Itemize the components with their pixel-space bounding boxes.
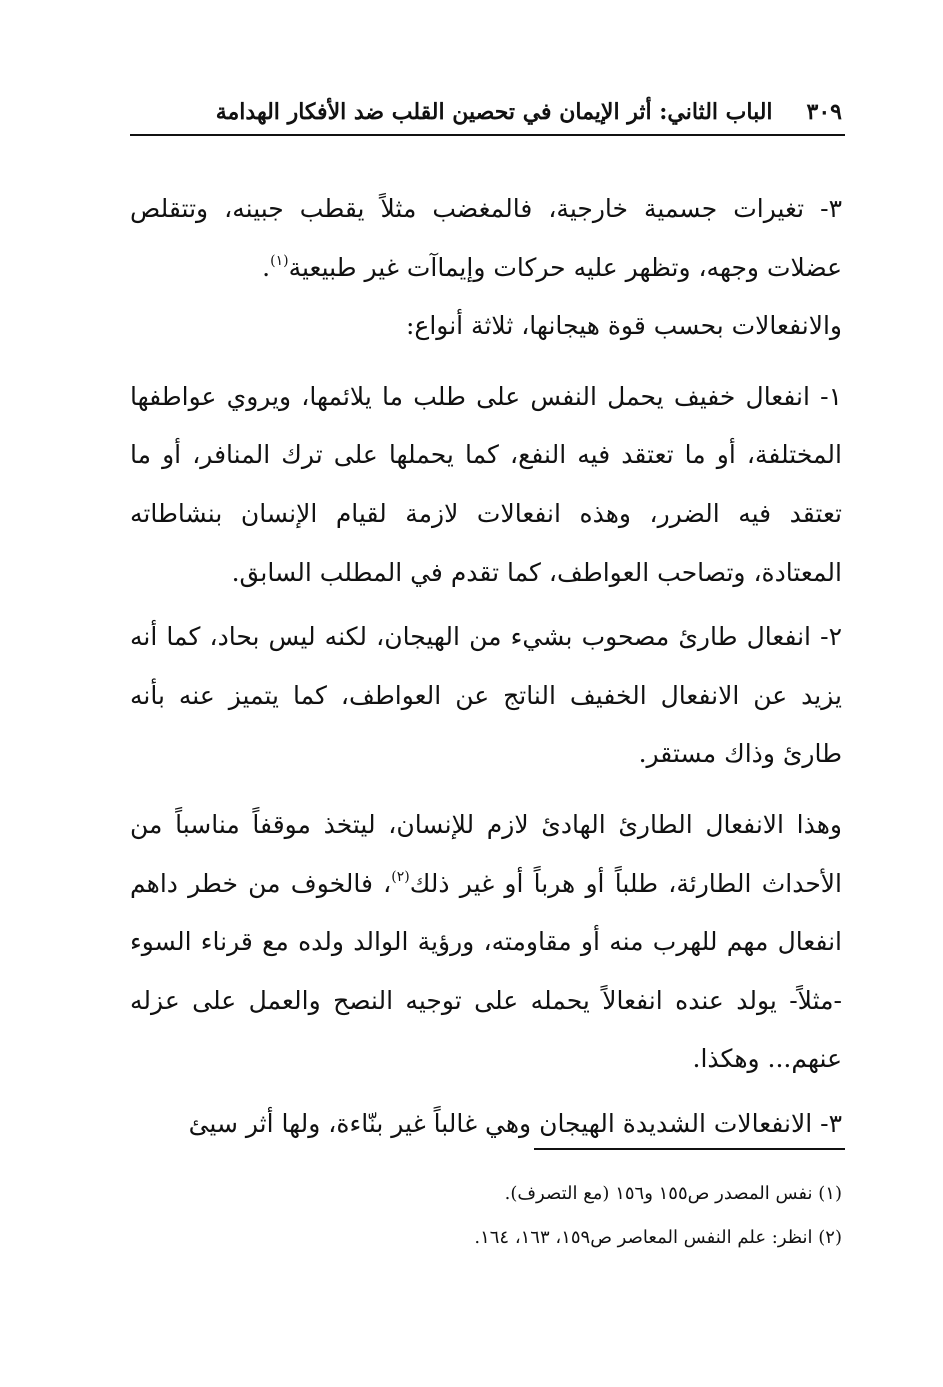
- footnote: (٢) انظر: علم النفس المعاصر ص١٥٩، ١٦٣، ١٦٤.: [474, 1227, 842, 1248]
- page-number: ٣٠٩: [806, 99, 842, 125]
- running-title: الباب الثاني: أثر الإيمان في تحصين القلب ضد الأفكار الهدامة: [215, 99, 773, 125]
- footnote-ref: (٢): [391, 868, 410, 885]
- paragraph-text: .: [262, 252, 271, 282]
- paragraph-text: ٣- تغيرات جسمية خارجية، فالمغضب مثلاً يقطب جبينه، وتتقلص عضلات وجهه، وتظهر عليه حركات وإيماآت غير طبيعية: [130, 194, 842, 282]
- paragraph: ٢- انفعال طارئ مصحوب بشيء من الهيجان، لكنه ليس بحاد، كما أنه يزيد عن الانفعال الخفيف الناتج عن العواطف، كما يتميز عنه بأنه طارئ وذاك مستقر.: [130, 622, 842, 769]
- paragraph: ٣- الانفعالات الشديدة الهيجان وهي غالباً غير بنّاءة، ولها أثر سيئ: [188, 1108, 842, 1138]
- header-rule: [130, 134, 845, 136]
- footnotes: [130, 1172, 842, 1260]
- paragraph-text: ، فالخوف من خطر داهم انفعال مهم للهرب منه أو مقاومته، ورؤية الوالد ولده مع قرناء السوء -مثلاً- يولد عنده انفعالاً يحمله على توجيه النصح والعمل على عزله عنهم... وهكذا.: [130, 868, 842, 1074]
- paragraph: [130, 796, 842, 1089]
- main-text: [130, 180, 842, 1154]
- footnote-separator: [534, 1148, 845, 1150]
- paragraph: والانفعالات بحسب قوة هيجانها، ثلاثة أنواع:: [406, 311, 842, 341]
- paragraph: ١- انفعال خفيف يحمل النفس على طلب ما يلائمها، ويروي عواطفها المختلفة، أو ما تعتقد فيه النفع، كما يحملها على ترك المنافر، أو ما تعتقد فيه الضرر، وهذه انفعالات لازمة لقيام الإنسان بنشاطاته المعتادة، وتصاحب العواطف، كما تقدم في المطلب السابق.: [130, 381, 842, 587]
- paragraph: [130, 180, 842, 297]
- paragraph-text: وهذا الانفعال الطارئ الهادئ لازم للإنسان، ليتخذ موقفاً مناسباً من الأحداث الطارئة، طلباً أو هرباً أو غير ذلك: [130, 809, 842, 898]
- page-header: [130, 92, 842, 132]
- footnote: (١) نفس المصدر ص١٥٥ و١٥٦ (مع التصرف).: [504, 1183, 842, 1204]
- footnote-ref: (١): [270, 252, 289, 269]
